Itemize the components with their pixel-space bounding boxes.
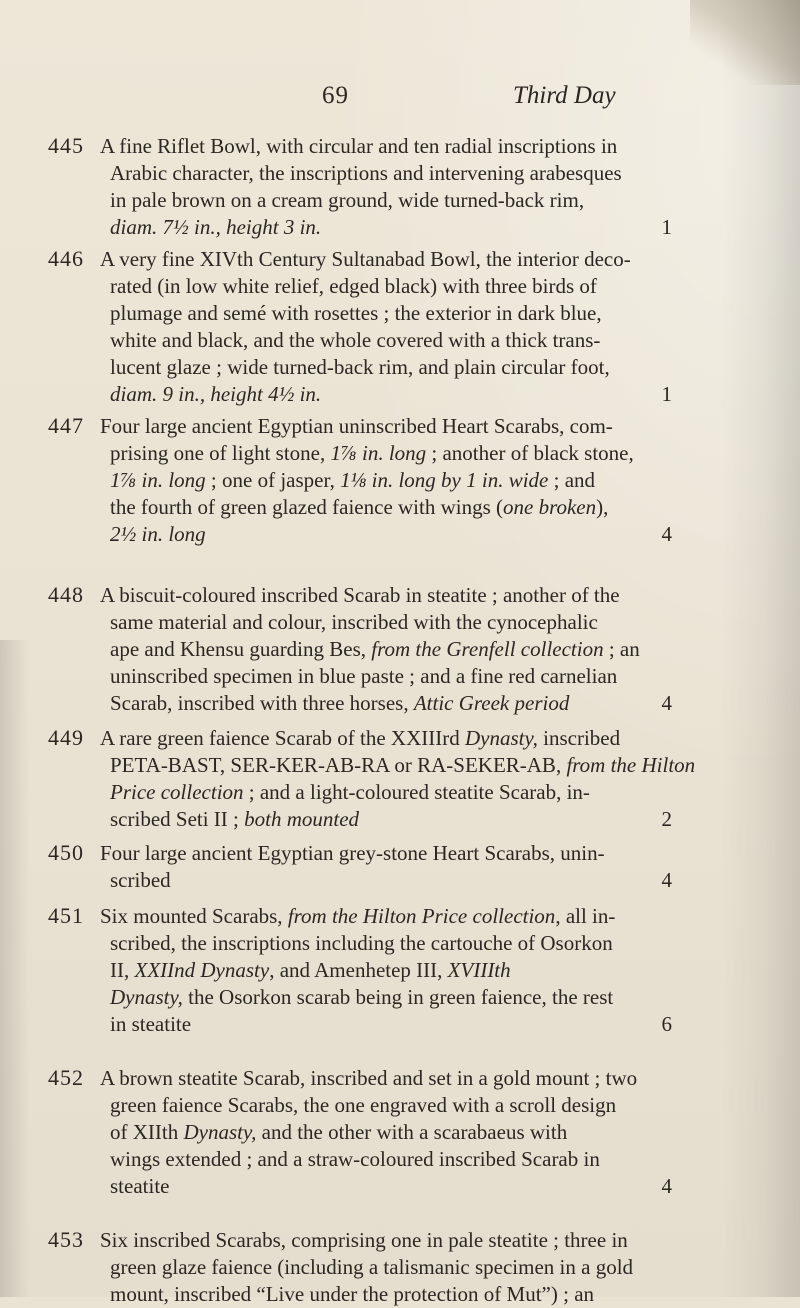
lot-description-line: scribed: [110, 868, 171, 892]
lot-description-line: Four large ancient Egyptian uninscribed Heart Scarabs, com-: [100, 414, 613, 438]
running-head: Third Day: [513, 82, 616, 109]
lot-description-line: the fourth of green glazed faience with wings (one broken),: [110, 495, 609, 519]
lot-description-line: diam. 7½ in., height 3 in.: [110, 215, 322, 239]
lot-description-line: of XIIth Dynasty, and the other with a scarabaeus with: [110, 1120, 568, 1144]
page-left-shadow: [0, 640, 30, 1297]
lot-description: [100, 246, 672, 408]
lot-description-line: Arabic character, the inscriptions and intervening arabesques: [110, 161, 622, 185]
lot-description-line: diam. 9 in., height 4½ in.: [110, 382, 322, 406]
lot-description-line: A rare green faience Scarab of the XXIIIrd Dynasty, inscribed: [100, 726, 621, 750]
lot-description-line: mount, inscribed “Live under the protection of Mut”) ; an: [110, 1282, 595, 1306]
lot-quantity: 4: [661, 868, 672, 892]
lot-description-line: white and black, and the whole covered with a thick trans-: [110, 328, 601, 352]
page-header: [0, 82, 800, 122]
lot-number: 450: [48, 840, 84, 865]
lot-description-line: lucent glaze ; wide turned-back rim, and plain circular foot,: [110, 355, 610, 379]
lot-description-line: ape and Khensu guarding Bes, from the Grenfell collection ; an: [110, 637, 640, 661]
lot-description-line: Six inscribed Scarabs, comprising one in pale steatite ; three in: [100, 1228, 628, 1252]
lot-description: [100, 1065, 672, 1200]
page-edge-shadow: [720, 0, 800, 1297]
lot-description: [100, 1227, 672, 1308]
lot-number: 453: [48, 1227, 84, 1252]
lot-description-line: scribed, the inscriptions including the cartouche of Osorkon: [110, 931, 613, 955]
lot-number: 449: [48, 725, 84, 750]
page-number: 69: [322, 82, 349, 109]
lot-description: [100, 133, 672, 241]
lot-description-line: in steatite: [110, 1012, 192, 1036]
lot-description-line: A very fine XIVth Century Sultanabad Bowl, the interior deco-: [100, 247, 631, 271]
lot-description-line: Dynasty, the Osorkon scarab being in green faience, the rest: [110, 985, 614, 1009]
lot-description: [100, 582, 672, 717]
lot-description-line: in pale brown on a cream ground, wide turned-back rim,: [110, 188, 585, 212]
lot-description-line: 1⅞ in. long ; one of jasper, 1⅛ in. long by 1 in. wide ; and: [110, 468, 596, 492]
lot-description-line: green faience Scarabs, the one engraved with a scroll design: [110, 1093, 617, 1117]
lot-number: 451: [48, 903, 84, 928]
lot-description-line: Six mounted Scarabs, from the Hilton Price collection, all in-: [100, 904, 616, 928]
lot-description-line: wings extended ; and a straw-coloured inscribed Scarab in: [110, 1147, 600, 1171]
lot-description-line: prising one of light stone, 1⅞ in. long ; another of black stone,: [110, 441, 634, 465]
lot-description: [100, 413, 672, 548]
lot-quantity: 4: [661, 1174, 672, 1198]
lot-description-line: PETA-BAST, SER-KER-AB-RA or RA-SEKER-AB, from the Hilton: [110, 753, 696, 777]
lot-description: [100, 725, 696, 833]
lot-number: 452: [48, 1065, 84, 1090]
lot-number: 448: [48, 582, 84, 607]
lot-description-line: same material and colour, inscribed with the cynocephalic: [110, 610, 598, 634]
lot-description-line: Four large ancient Egyptian grey-stone Heart Scarabs, unin-: [100, 841, 605, 865]
lot-number: 445: [48, 133, 84, 158]
lot-description: [100, 840, 672, 894]
lot-number: 446: [48, 246, 84, 271]
lot-quantity: 2: [661, 807, 672, 831]
lot-description-line: A biscuit-coloured inscribed Scarab in steatite ; another of the: [100, 583, 620, 607]
lot-description-line: II, XXIInd Dynasty, and Amenhetep III, XVIIIth: [110, 958, 511, 982]
lot-description-line: steatite: [110, 1174, 170, 1198]
lot-description: [100, 903, 672, 1038]
lot-description-line: green glaze faience (including a talismanic specimen in a gold: [110, 1255, 634, 1279]
lot-quantity: 1: [661, 215, 672, 239]
lot-quantity: 1: [661, 382, 672, 406]
lot-description-line: Scarab, inscribed with three horses, Attic Greek period: [110, 691, 570, 715]
lot-number: 447: [48, 413, 84, 438]
lot-description-line: 2½ in. long: [110, 522, 206, 546]
lot-description-line: rated (in low white relief, edged black) with three birds of: [110, 274, 597, 298]
lot-description-line: plumage and semé with rosettes ; the exterior in dark blue,: [110, 301, 602, 325]
lot-description-line: Price collection ; and a light-coloured steatite Scarab, in-: [110, 780, 590, 804]
lot-quantity: 4: [661, 691, 672, 715]
lot-quantity: 4: [661, 522, 672, 546]
lot-description-line: scribed Seti II ; both mounted: [110, 807, 360, 831]
lot-description-line: A fine Riflet Bowl, with circular and ten radial inscriptions in: [100, 134, 618, 158]
lot-quantity: 6: [661, 1012, 672, 1036]
lot-description-line: uninscribed specimen in blue paste ; and a fine red carnelian: [110, 664, 618, 688]
lot-description-line: A brown steatite Scarab, inscribed and set in a gold mount ; two: [100, 1066, 638, 1090]
